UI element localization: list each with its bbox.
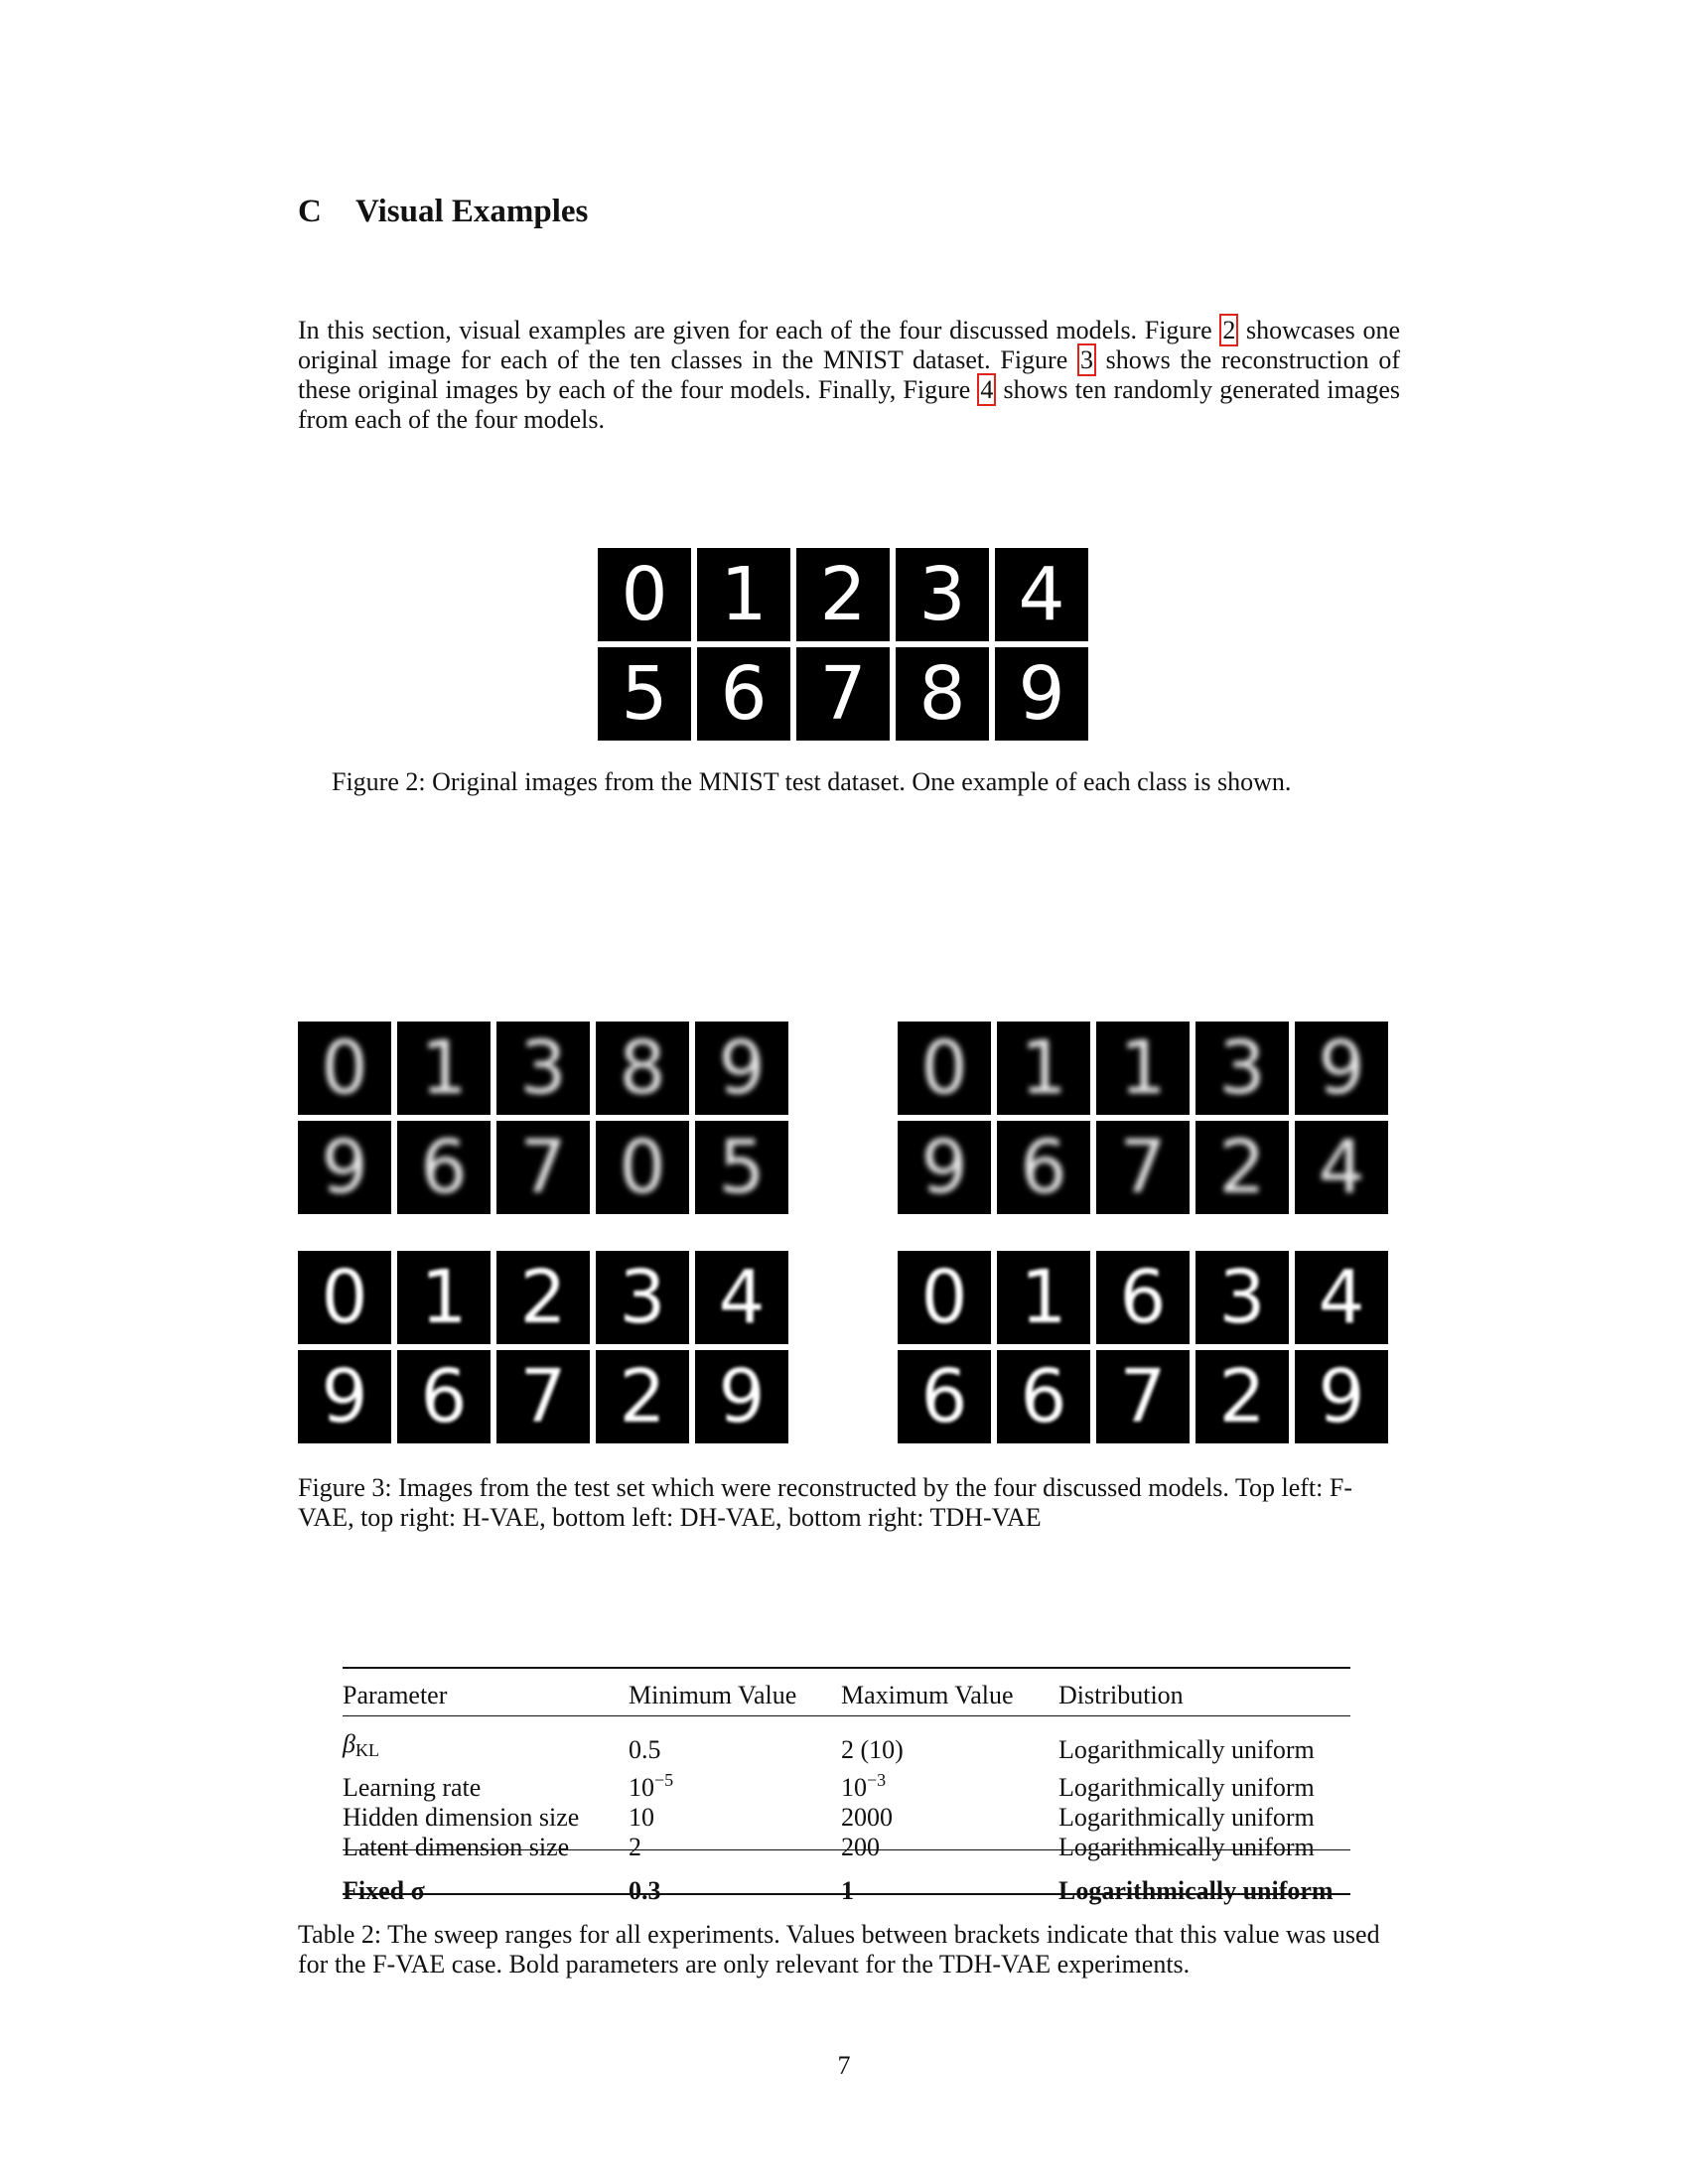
digit-label: 3 xyxy=(918,552,966,637)
section-number: C xyxy=(298,194,322,229)
digit-image xyxy=(397,1121,491,1214)
digit-image xyxy=(596,1022,689,1115)
digit-image xyxy=(596,1121,689,1214)
digit-label: 1 xyxy=(1020,1255,1067,1340)
digit-image xyxy=(1096,1350,1190,1443)
digit-image xyxy=(496,1022,590,1115)
table-top-rule xyxy=(343,1667,1350,1669)
digit-image xyxy=(298,1121,391,1214)
param-cell: Fixed σ xyxy=(343,1876,425,1905)
digit-label: 1 xyxy=(420,1255,468,1340)
param-cell: Hidden dimension size xyxy=(343,1803,580,1832)
param-cell: Latent dimension size xyxy=(343,1833,570,1861)
min-cell: 10 xyxy=(629,1803,654,1832)
min-cell: 2 xyxy=(629,1833,641,1861)
digit-image xyxy=(298,1251,391,1344)
intro-paragraph xyxy=(298,316,1400,435)
figure-3-link[interactable]: 3 xyxy=(1077,343,1096,376)
digit-image xyxy=(796,647,890,741)
digit-image xyxy=(995,548,1088,641)
digit-label: 6 xyxy=(420,1125,468,1210)
table-header-cell: Parameter xyxy=(343,1681,448,1709)
digit-label: 3 xyxy=(519,1025,567,1111)
table-header-cell: Distribution xyxy=(1058,1681,1184,1709)
digit-label: 9 xyxy=(718,1354,766,1439)
digit-image xyxy=(1196,1350,1289,1443)
param-cell: $\beta_{KL}$ xyxy=(343,1729,379,1760)
digit-label: 2 xyxy=(519,1255,567,1340)
digit-image xyxy=(997,1022,1090,1115)
digit-image xyxy=(1295,1022,1388,1115)
digit-image xyxy=(397,1350,491,1443)
digit-label: 6 xyxy=(420,1354,468,1439)
max-cell: 200 xyxy=(841,1833,880,1861)
digit-label: 7 xyxy=(519,1125,567,1210)
digit-label: 9 xyxy=(1018,651,1065,737)
digit-label: 5 xyxy=(621,651,668,737)
digit-image xyxy=(1295,1121,1388,1214)
dist-cell: Logarithmically uniform xyxy=(1058,1735,1315,1764)
digit-label: 2 xyxy=(1218,1125,1266,1210)
digit-image xyxy=(695,1251,788,1344)
digit-label: 1 xyxy=(720,552,768,637)
digit-label: 7 xyxy=(819,651,867,737)
table-row xyxy=(343,1833,1350,1862)
digit-image xyxy=(1295,1350,1388,1443)
digit-label: 0 xyxy=(321,1255,368,1340)
digit-label: 2 xyxy=(1218,1354,1266,1439)
digit-image xyxy=(697,548,790,641)
digit-image xyxy=(596,1251,689,1344)
digit-label: 3 xyxy=(1218,1255,1266,1340)
table-row xyxy=(343,1803,1350,1833)
digit-label: 7 xyxy=(1119,1354,1167,1439)
table-row xyxy=(343,1729,1350,1765)
table-row-bold xyxy=(343,1876,1350,1906)
digit-image xyxy=(496,1121,590,1214)
digit-image xyxy=(995,647,1088,741)
digit-image xyxy=(796,548,890,641)
table-row xyxy=(343,1765,1350,1803)
digit-image xyxy=(997,1350,1090,1443)
page-number: 7 xyxy=(837,2051,851,2080)
digit-image xyxy=(898,1022,991,1115)
table-header-cell: Maximum Value xyxy=(841,1681,1014,1709)
digit-label: 1 xyxy=(1020,1025,1067,1111)
digit-image xyxy=(298,1022,391,1115)
max-cell: 2000 xyxy=(841,1803,893,1832)
digit-label: 4 xyxy=(1318,1125,1365,1210)
digit-label: 2 xyxy=(819,552,867,637)
digit-image xyxy=(496,1350,590,1443)
digit-image xyxy=(598,548,691,641)
max-cell: $10^{-3}$ xyxy=(841,1770,887,1802)
digit-image xyxy=(695,1022,788,1115)
digit-label: 6 xyxy=(1020,1354,1067,1439)
digit-label: 6 xyxy=(1119,1255,1167,1340)
digit-label: 0 xyxy=(621,552,668,637)
figure-2-link[interactable]: 2 xyxy=(1219,314,1238,346)
min-cell: 0.3 xyxy=(629,1876,661,1905)
digit-image xyxy=(1196,1251,1289,1344)
table-2-caption: Table 2: The sweep ranges for all experiments. Values between brackets indicate that this value was used for the F-VAE case. Bold parameters are only relevant for the TDH-VAE experiments. xyxy=(298,1920,1380,1979)
digit-image xyxy=(496,1251,590,1344)
figure-4-link[interactable]: 4 xyxy=(977,373,996,406)
digit-image xyxy=(397,1251,491,1344)
digit-label: 3 xyxy=(1218,1025,1266,1111)
digit-label: 0 xyxy=(321,1025,368,1111)
figure-3-bottom-right-grid xyxy=(898,1251,1388,1443)
min-cell: $10^{-5}$ xyxy=(629,1770,674,1802)
intro-text-2: showcases one original image for each of the ten classes in the MNIST dataset. Figure xyxy=(298,316,1400,374)
max-cell: 2 (10) xyxy=(841,1735,904,1764)
digit-label: 6 xyxy=(920,1354,968,1439)
digit-label: 5 xyxy=(718,1125,766,1210)
digit-image xyxy=(1096,1121,1190,1214)
digit-image xyxy=(397,1022,491,1115)
digit-image xyxy=(896,548,989,641)
digit-image xyxy=(1096,1022,1190,1115)
figure-2-caption: Figure 2: Original images from the MNIST test dataset. One example of each class is shown. xyxy=(332,767,1292,796)
digit-image xyxy=(697,647,790,741)
digit-label: 4 xyxy=(1018,552,1065,637)
digit-image xyxy=(898,1251,991,1344)
digit-label: 9 xyxy=(718,1025,766,1111)
digit-label: 6 xyxy=(720,651,768,737)
figure-3-top-right-grid xyxy=(898,1022,1388,1214)
digit-label: 9 xyxy=(321,1354,368,1439)
digit-label: 7 xyxy=(1119,1125,1167,1210)
digit-label: 0 xyxy=(920,1255,968,1340)
max-cell: 1 xyxy=(841,1876,854,1905)
section-title: Visual Examples xyxy=(355,194,589,229)
dist-cell: Logarithmically uniform xyxy=(1058,1773,1315,1802)
sweep-ranges-table xyxy=(343,1674,1350,1906)
digit-label: 1 xyxy=(420,1025,468,1111)
digit-label: 8 xyxy=(619,1025,666,1111)
figure-3-bottom-left-grid xyxy=(298,1251,788,1443)
digit-image xyxy=(997,1121,1090,1214)
figure-2-grid xyxy=(598,548,1088,741)
digit-image xyxy=(695,1350,788,1443)
digit-label: 0 xyxy=(920,1025,968,1111)
dist-cell: Logarithmically uniform xyxy=(1058,1833,1315,1861)
digit-label: 7 xyxy=(519,1354,567,1439)
intro-text-3: shows the reconstruction of these original images by each of the four models. Finally, Figure xyxy=(298,345,1400,404)
min-cell: 0.5 xyxy=(629,1735,661,1764)
digit-label: 4 xyxy=(1318,1255,1365,1340)
digit-label: 2 xyxy=(619,1354,666,1439)
digit-label: 9 xyxy=(920,1125,968,1210)
digit-image xyxy=(997,1251,1090,1344)
dist-cell: Logarithmically uniform xyxy=(1058,1803,1315,1832)
digit-label: 0 xyxy=(619,1125,666,1210)
digit-image xyxy=(596,1350,689,1443)
digit-image xyxy=(898,1350,991,1443)
digit-label: 9 xyxy=(1318,1354,1365,1439)
digit-label: 8 xyxy=(918,651,966,737)
digit-image xyxy=(896,647,989,741)
digit-label: 9 xyxy=(321,1125,368,1210)
table-header-row xyxy=(343,1674,1350,1717)
section-heading xyxy=(298,194,588,230)
figure-3-caption: Figure 3: Images from the test set which were reconstructed by the four discussed models. Top left: F-VAE, top right: H-VAE, bottom left: DH-VAE, bottom right: TDH-VAE xyxy=(298,1473,1353,1532)
digit-image xyxy=(598,647,691,741)
digit-image xyxy=(1196,1121,1289,1214)
digit-image xyxy=(1196,1022,1289,1115)
figure-3-top-left-grid xyxy=(298,1022,788,1214)
digit-image xyxy=(695,1121,788,1214)
digit-label: 6 xyxy=(1020,1125,1067,1210)
dist-cell: Logarithmically uniform xyxy=(1058,1876,1334,1905)
param-cell: Learning rate xyxy=(343,1773,482,1802)
digit-label: 9 xyxy=(1318,1025,1365,1111)
digit-image xyxy=(1096,1251,1190,1344)
digit-image xyxy=(898,1121,991,1214)
digit-label: 3 xyxy=(619,1255,666,1340)
digit-label: 4 xyxy=(718,1255,766,1340)
table-header-cell: Minimum Value xyxy=(629,1681,797,1709)
digit-label: 1 xyxy=(1119,1025,1167,1111)
intro-text-4: shows ten randomly generated images from each of the four models. xyxy=(298,375,1401,434)
digit-image xyxy=(298,1350,391,1443)
digit-image xyxy=(1295,1251,1388,1344)
intro-text-1: In this section, visual examples are given for each of the four discussed models. Figure xyxy=(298,316,1220,344)
